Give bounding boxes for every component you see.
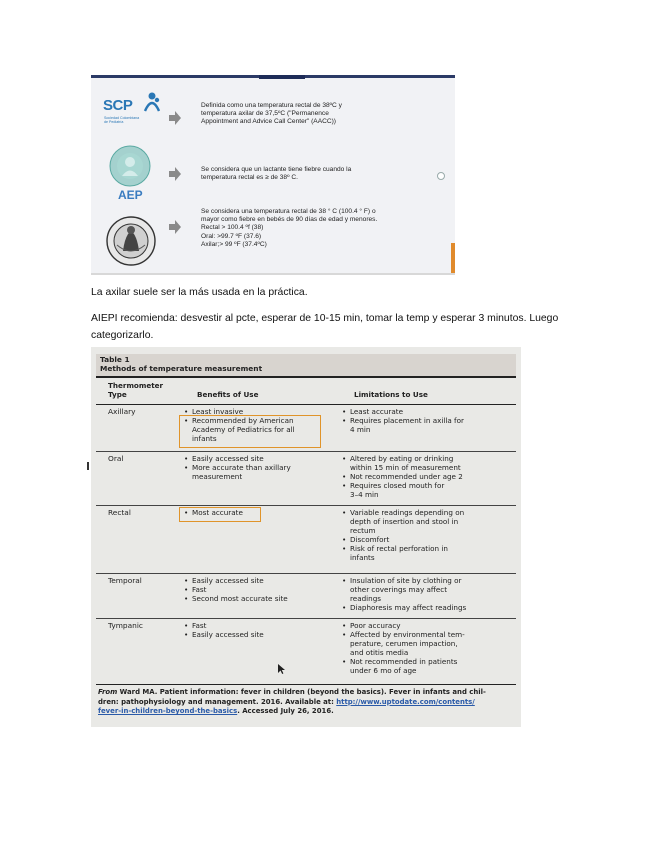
limitations-rectal xyxy=(341,508,511,562)
aep-logo-text: AEP xyxy=(118,188,143,202)
list-item: • Not recommended under age 2 xyxy=(341,472,511,481)
list-item: • Easily accessed site xyxy=(183,630,333,639)
slide-nav-dot xyxy=(437,172,445,180)
slide-corner-accent xyxy=(451,243,455,273)
list-item: • Least accurate xyxy=(341,407,511,416)
list-item: • Most accurate xyxy=(183,508,333,517)
list-item: • Recommended by American Academy of Pediatrics for all infants xyxy=(183,416,333,443)
list-item: • Requires closed mouth for 3–4 min xyxy=(341,481,511,499)
aap-seal-logo xyxy=(105,215,157,267)
list-item: • Discomfort xyxy=(341,535,511,544)
header-limitations: Limitations to Use xyxy=(354,390,428,399)
list-item: • Easily accessed site xyxy=(183,576,333,585)
row-type-temporal: Temporal xyxy=(108,576,142,585)
limitations-oral xyxy=(341,454,511,499)
mouse-cursor-icon xyxy=(278,659,285,669)
table-title xyxy=(96,354,516,376)
scp-definition-text: Definida como una temperatura rectal de 38ºC y temperatura axilar de 37,5ºC ("Permanence Appointment and Advice Call Center" (AACC)) xyxy=(201,102,342,126)
header-benefits: Benefits of Use xyxy=(197,390,259,399)
table-source-citation xyxy=(98,688,516,717)
source-link[interactable]: http://www.uptodate.com/contents/ fever-in-children-beyond-the-basics xyxy=(98,697,475,716)
source-from-label: From xyxy=(98,688,118,696)
table-number: Table 1 xyxy=(100,355,130,364)
list-item: • Second most accurate site xyxy=(183,594,333,603)
aep-logo xyxy=(103,143,157,205)
row-divider xyxy=(96,618,516,619)
list-item: • Requires placement in axilla for 4 min xyxy=(341,416,511,434)
arrow-right-icon xyxy=(169,111,181,125)
slide-top-accent xyxy=(259,75,305,79)
list-item: • Not recommended in patients under 6 mo of age xyxy=(341,657,511,675)
highlight-box-most-accurate xyxy=(179,507,261,522)
list-item: • Poor accuracy xyxy=(341,621,511,630)
row-type-oral: Oral xyxy=(108,454,124,463)
arrow-right-icon xyxy=(169,167,181,181)
benefits-temporal xyxy=(183,576,333,603)
list-item: • Fast xyxy=(183,585,333,594)
axillary-note-paragraph: La axilar suele ser la más usada en la práctica. xyxy=(91,287,308,298)
benefits-tympanic xyxy=(183,621,333,639)
benefits-oral xyxy=(183,454,333,481)
row-type-rectal: Rectal xyxy=(108,508,131,517)
list-item: • Fast xyxy=(183,621,333,630)
limitations-tympanic xyxy=(341,621,511,675)
aep-globe-icon xyxy=(103,143,157,189)
header-type: Thermometer Type xyxy=(108,381,164,399)
margin-mark xyxy=(87,462,89,470)
table-bottom-rule xyxy=(96,684,516,685)
highlight-box-aap xyxy=(179,415,321,448)
row-type-axillary: Axillary xyxy=(108,407,136,416)
temperature-methods-table-image xyxy=(91,347,521,727)
source-accessed: . Accessed July 26, 2016. xyxy=(237,707,334,716)
aap-definition-text: Se considera una temperatura rectal de 38 ° C (100.4 ° F) o mayor como fiebre en bebés de 90 días de edad y menores. Rectal > 100.4 ºf (38) Oral: >99.7 ºF (37.6) Axilar;> 99 ºF (37.4ºC) xyxy=(201,208,378,248)
list-item: • Risk of rectal perforation in infants xyxy=(341,544,511,562)
row-divider xyxy=(96,573,516,574)
list-item: • Variable readings depending on depth of insertion and stool in rectum xyxy=(341,508,511,535)
arrow-right-icon xyxy=(169,220,181,234)
list-item: • Easily accessed site xyxy=(183,454,333,463)
list-item: • Affected by environmental tem- perature, cerumen impaction, and otitis media xyxy=(341,630,511,657)
list-item: • More accurate than axillary measurement xyxy=(183,463,333,481)
list-item: • Least invasive xyxy=(183,407,333,416)
table-caption: Methods of temperature measurement xyxy=(100,364,263,373)
list-item: • Altered by eating or drinking within 15 min of measurement xyxy=(341,454,511,472)
scp-logo-subtitle: Sociedad Colombiana de Pediatría xyxy=(104,116,140,125)
limitations-axillary xyxy=(341,407,511,434)
header-rule xyxy=(96,404,516,405)
scp-logo xyxy=(99,87,159,131)
row-divider xyxy=(96,451,516,452)
list-item: • Diaphoresis may affect readings xyxy=(341,603,511,612)
scp-figure-icon xyxy=(141,91,163,113)
scp-logo-text: SCP xyxy=(103,97,133,114)
aep-definition-text: Se considera que un lactante tiene fiebre cuando la temperatura rectal es ≥ de 38º C. xyxy=(201,166,352,182)
list-item: • Insulation of site by clothing or other coverings may affect readings xyxy=(341,576,511,603)
row-type-tympanic: Tympanic xyxy=(108,621,143,630)
limitations-temporal xyxy=(341,576,511,612)
slide-image xyxy=(91,75,455,275)
aiepi-recommendation-paragraph: AIEPI recomienda: desvestir al pcte, esperar de 10-15 min, tomar la temp y esperar 3 minutos. Luego categorizarlo. xyxy=(91,313,559,341)
table-top-rule xyxy=(96,376,516,378)
source-text: Ward MA. Patient information: fever in children (beyond the basics). Fever in infants and chil- dren: pathophysiology and management. 2016. Available at: xyxy=(98,688,486,706)
row-divider xyxy=(96,505,516,506)
